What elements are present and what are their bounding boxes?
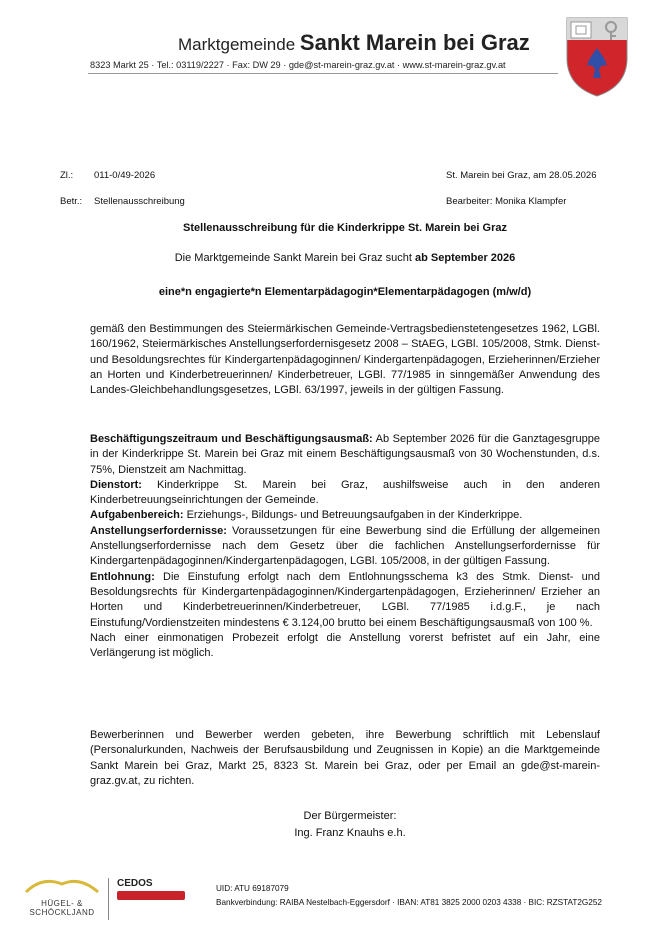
title-name: Sankt Marein bei Graz [299,30,530,55]
contact-line: 8323 Markt 25 · Tel.: 03119/2227 · Fax: DW 29 · gde@st-marein-graz.gv.at · www.st-marein-graz.gv.at [90,60,506,70]
uid: UID: ATU 69187079 [216,884,289,893]
salary-section [90,570,600,631]
footer-divider [108,878,109,920]
place-date: St. Marein bei Graz, am 28.05.2026 [446,170,597,181]
reference-number: 011-0/49-2026 [94,170,156,181]
coat-of-arms-icon [563,14,631,98]
details-block [90,432,600,661]
salary-text: Die Einstufung erfolgt nach dem Entlohnungsschema k3 des Stmk. Dienst- und Besoldungsrechts für Kindergartenpädagoginnen/Kindergartenpädagogen, Erzieherinnen/ Erzieher an Horten und Kinderbetreuerinnen/Kinderbetreuer, LGBl. 77/1985 i.d.g.F., je nach Einstufung/Vordienstzeiten mindestens € 3.124,00 brutto bei einem Beschäftigungsausmaß von 100 %. [90,570,600,629]
huegel-schoecklland-logo [22,874,102,920]
probation-text: Nach einer einmonatigen Probezeit erfolgt die Anstellung vorerst befristet auf ein Jahr, eine Verlängerung ist möglich. [90,631,600,660]
location-section [90,478,600,509]
intro-plain: Die Marktgemeinde Sankt Marein bei Graz sucht [174,252,415,264]
letter-heading: Stellenausschreibung für die Kinderkrippe St. Marein bei Graz [183,222,507,234]
cedos-logo [117,878,189,908]
cedos-text: CEDOS [117,878,153,889]
employment-text: Ab September 2026 für die Ganztagesgruppe in der Kinderkrippe St. Marein bei Graz mit einem Beschäftigungsausmaß von 30 Wochenstunden, d.s. 75%, Dienstzeit am Nachmittag. [90,433,600,476]
reference-label: Zl.: [60,170,74,181]
requirements-text: Voraussetzungen für eine Bewerbung sind die Erfüllung der allgemeinen Anstellungserfordernisse nach dem Gesetz über die fachlichen Anstellungserfordernisse für Kindergartenpädagoginnen/Kindergartenpädagogen, LGBl. 105/2008, in der gültigen Fassung. [90,524,600,568]
signature-name: Ing. Franz Knauhs e.h. [294,827,406,839]
employment-label: Beschäftigungszeitraum und Beschäftigungsausmaß: [90,433,373,445]
employment-section [90,432,600,478]
subject-label: Betr.: [60,196,83,207]
intro-bold: ab September 2026 [415,252,516,264]
tasks-label: Aufgabenbereich: [90,509,184,522]
location-label: Dienstort: [90,478,142,491]
municipality-title [178,30,530,56]
intro-line [90,252,600,264]
requirements-section [90,524,600,570]
tasks-text: Erziehungs-, Bildungs- und Betreuungsaufgaben in der Kinderkrippe. [183,509,523,522]
signature-title: Der Bürgermeister: [303,810,397,822]
header-divider [88,73,558,74]
salary-label: Entlohnung: [90,570,155,583]
logo1-line2: SCHÖCKLJAND [29,908,95,917]
location-text: Kinderkrippe St. Marein bei Graz, aushilfsweise auch in den anderen Kinderbetreuungseinrichtungen der Gemeinde. [90,478,600,507]
subject-value: Stellenausschreibung [94,196,185,207]
title-prefix: Marktgemeinde [178,35,296,54]
application-paragraph: Bewerberinnen und Bewerber werden gebeten, ihre Bewerbung schriftlich mit Lebenslauf (Personalurkunden, Nachweis der Berufsausbildung und Zeugnissen in Kopie) an die Marktgemeinde Sankt Marein bei Graz, Markt 25, 8323 St. Marein bei Graz, oder per Email an gde@st-marein-graz.gv.at, zu richten. [90,729,600,787]
logo1-line1: HÜGEL- & [41,899,83,908]
clerk: Bearbeiter: Monika Klampfer [446,196,567,207]
cedos-banner-icon [117,891,185,900]
bank-details: Bankverbindung: RAIBA Nestelbach-Eggersdorf · IBAN: AT81 3825 2000 0203 4338 · BIC: RZSTAT2G252 [216,898,602,907]
hills-icon [22,874,102,894]
requirements-label: Anstellungserfordernisse: [90,524,227,537]
tasks-section [90,508,600,523]
legal-paragraph: gemäß den Bestimmungen des Steiermärkischen Gemeinde-Vertragsbedienstetengesetzes 1962, LGBl. 160/1962, Steiermärkisches Anstellungserfordernisgesetz 2008 – StAEG, LGBl. 105/2008, Stmk. Dienst- und Besoldungsrechtes für Kindergartenpädagoginnen/ Kindergartenpädagogen, Erzieherinnen/Erzieher an Horten und Kinderbetreuerinnen/ Kinderbetreuer, LGBl. 77/1985 in sinngemäßer Anwendung des Landes-Gleichbehandlungsgesetzes, LGBl. 63/1997, jeweils in der gültigen Fassung. [90,323,600,397]
position-title: eine*n engagierte*n Elementarpädagogin*Elementarpädagogen (m/w/d) [158,286,532,298]
